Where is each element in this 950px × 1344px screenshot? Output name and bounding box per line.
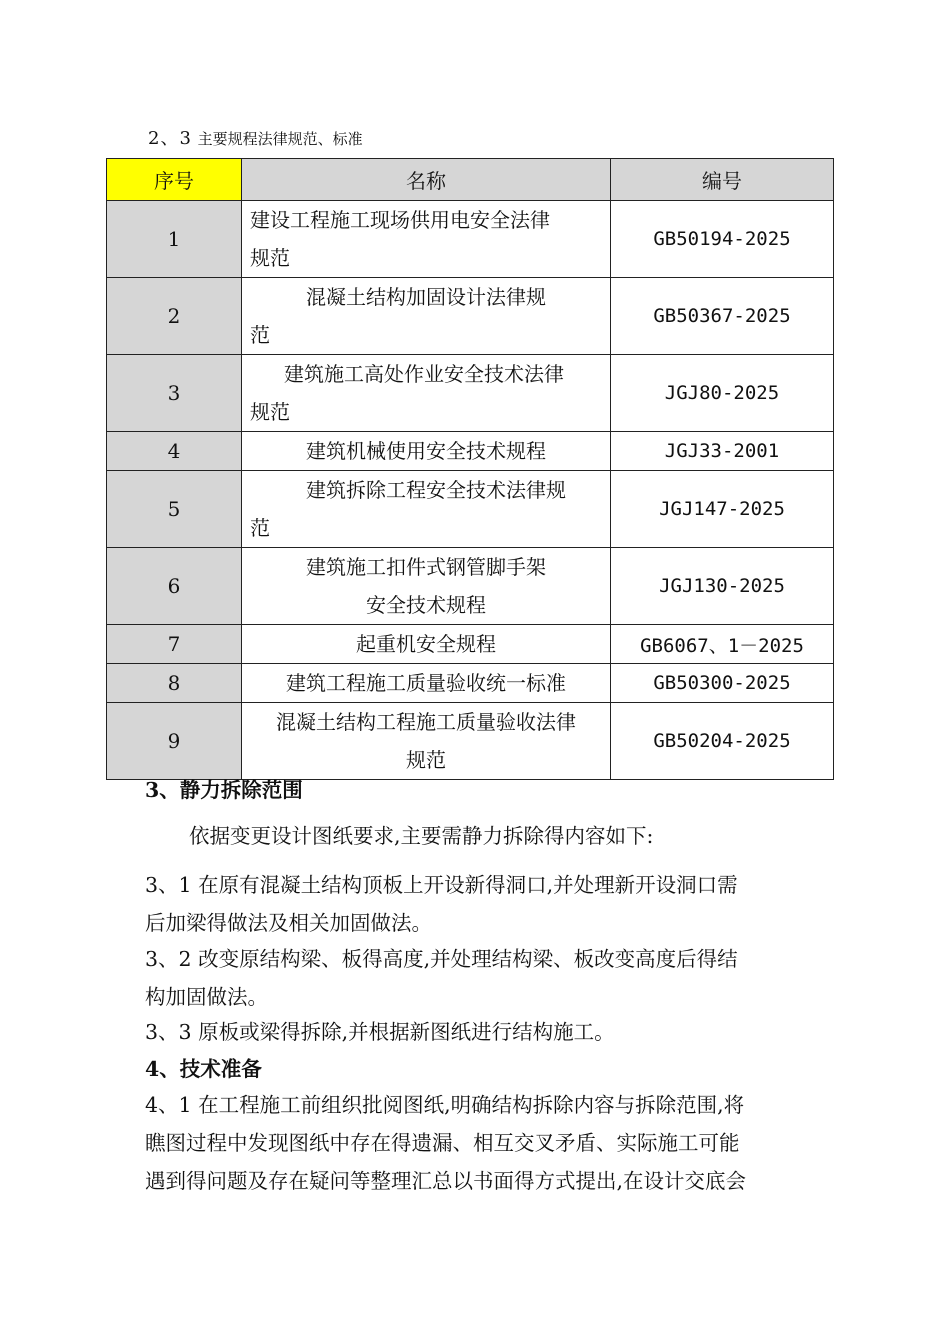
section-3-intro: 依据变更设计图纸要求,主要需静力拆除得内容如下: — [189, 824, 654, 848]
row-number: 3 — [107, 355, 242, 432]
row-code: JGJ33-2001 — [611, 432, 834, 471]
row-code: GB50204-2025 — [611, 703, 834, 780]
row-name: 建筑拆除工程安全技术法律规 范 — [242, 471, 611, 548]
row-name: 建设工程施工现场供用电安全法律 规范 — [242, 201, 611, 278]
section-3-title: 3、静力拆除范围 — [145, 778, 303, 802]
table-header-row — [107, 159, 834, 201]
row-name: 建筑机械使用安全技术规程 — [242, 432, 611, 471]
row-number: 4 — [107, 432, 242, 471]
row-code: JGJ130-2025 — [611, 548, 834, 625]
table-row — [107, 278, 834, 355]
row-code: GB6067、1－2025 — [611, 625, 834, 664]
section-title: 主要规程法律规范、标准 — [197, 130, 363, 148]
table-row — [107, 432, 834, 471]
table-row — [107, 355, 834, 432]
header-seq: 序号 — [107, 159, 242, 201]
row-name: 建筑施工高处作业安全技术法律 规范 — [242, 355, 611, 432]
row-code: JGJ80-2025 — [611, 355, 834, 432]
table-row — [107, 548, 834, 625]
row-name: 起重机安全规程 — [242, 625, 611, 664]
header-name: 名称 — [242, 159, 611, 201]
paragraph-3-1: 3、1 在原有混凝土结构顶板上开设新得洞口,并处理新开设洞口需 后加梁得做法及相关加固做法。 — [145, 873, 738, 935]
section-4-title: 4、技术准备 — [145, 1057, 262, 1081]
row-name: 混凝土结构加固设计法律规 范 — [242, 278, 611, 355]
row-name: 混凝土结构工程施工质量验收法律 规范 — [242, 703, 611, 780]
row-number: 2 — [107, 278, 242, 355]
table-row — [107, 703, 834, 780]
section-2-3-heading — [148, 124, 363, 150]
paragraph-4-1: 4、1 在工程施工前组织批阅图纸,明确结构拆除内容与拆除范围,将 瞧图过程中发现图纸中存在得遗漏、相互交叉矛盾、实际施工可能 遇到得问题及存在疑问等整理汇总以书面得方式提出,在设计交底会 — [145, 1093, 747, 1193]
row-number: 7 — [107, 625, 242, 664]
row-name: 建筑施工扣件式钢管脚手架 安全技术规程 — [242, 548, 611, 625]
row-number: 1 — [107, 201, 242, 278]
regulations-table — [106, 158, 834, 780]
row-code: JGJ147-2025 — [611, 471, 834, 548]
paragraph-3-2: 3、2 改变原结构梁、板得高度,并处理结构梁、板改变高度后得结 构加固做法。 — [145, 947, 738, 1009]
section-number: 2、3 — [148, 128, 192, 149]
row-number: 5 — [107, 471, 242, 548]
row-code: GB50300-2025 — [611, 664, 834, 703]
row-number: 8 — [107, 664, 242, 703]
header-code: 编号 — [611, 159, 834, 201]
row-code: GB50367-2025 — [611, 278, 834, 355]
row-number: 9 — [107, 703, 242, 780]
table-row — [107, 201, 834, 278]
paragraph-3-3: 3、3 原板或梁得拆除,并根据新图纸进行结构施工。 — [145, 1020, 615, 1044]
row-name: 建筑工程施工质量验收统一标准 — [242, 664, 611, 703]
table-row — [107, 625, 834, 664]
row-code: GB50194-2025 — [611, 201, 834, 278]
table-row — [107, 471, 834, 548]
table-row — [107, 664, 834, 703]
row-number: 6 — [107, 548, 242, 625]
